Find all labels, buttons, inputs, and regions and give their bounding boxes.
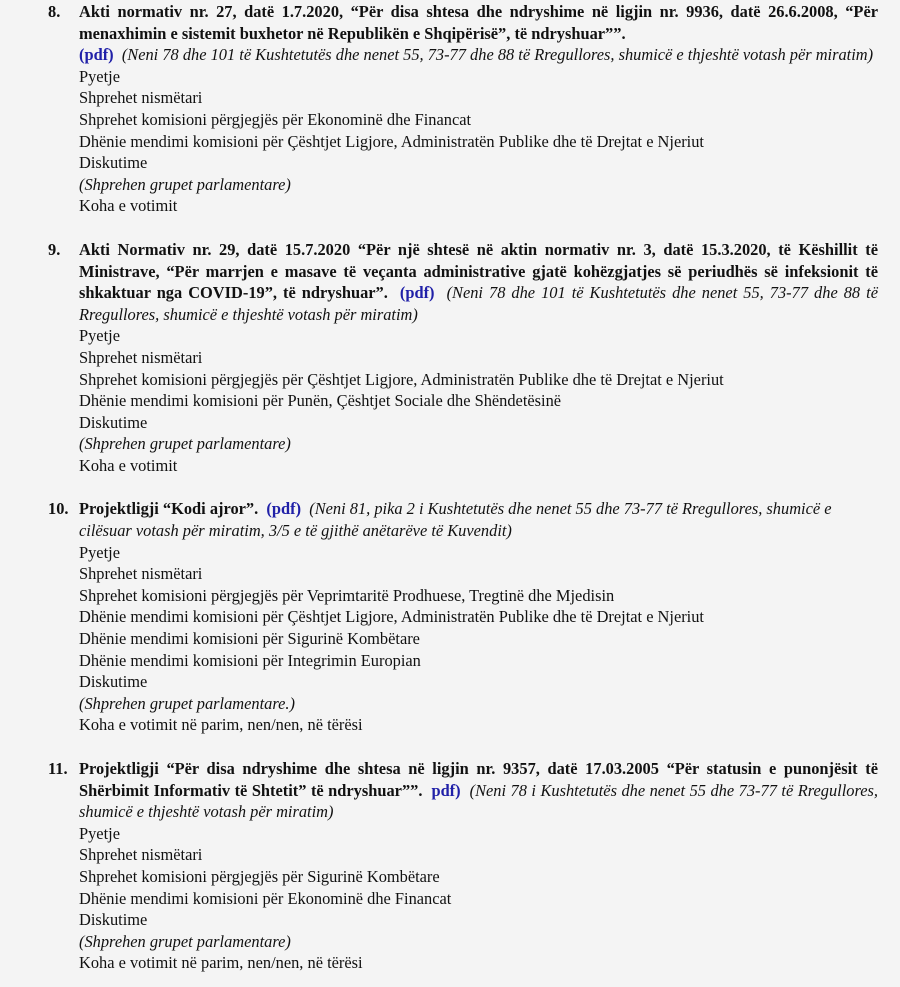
step-groups: (Shprehen grupet parlamentare) <box>79 434 291 454</box>
step-discussion: Diskutime <box>79 153 148 173</box>
item-heading <box>79 758 878 823</box>
step-questions: Pyetje <box>79 326 120 346</box>
agenda-item-8 <box>48 1 878 217</box>
item-note: (Neni 81, pika 2 i Kushtetutës dhe nenet 55 dhe 73-77 të Rregullores, shumicë e cilësuar votash për miratim, 3/5 e të gjithë anëtarëve të Kuvendit) <box>79 499 832 541</box>
item-number: 8. <box>48 2 61 21</box>
pdf-link[interactable]: (pdf) <box>79 45 114 65</box>
step-vote: Koha e votimit <box>79 196 178 216</box>
step-questions: Pyetje <box>79 823 120 843</box>
step-opinion-committee: Dhënie mendimi komisioni për Ekonominë dhe Financat <box>79 888 452 908</box>
step-vote: Koha e votimit <box>79 455 178 475</box>
item-title: Projektligji “Për disa ndryshime dhe shtesa në ligjin nr. 9357, datë 17.03.2005 “Për statusin e punonjësit të Shërbimit Informativ të Shtetit” të ndryshuar””. <box>79 759 878 800</box>
pdf-link[interactable]: (pdf) <box>399 283 435 303</box>
step-lead-committee: Shprehet komisioni përgjegjës për Sigurinë Kombëtare <box>79 866 440 886</box>
item-title: Projektligji “Kodi ajror”. <box>79 499 259 519</box>
item-note: (Neni 78 dhe 101 të Kushtetutës dhe nenet 55, 73-77 dhe 88 të Rregullores, shumicë e thjeshtë votash për miratim) <box>79 283 878 324</box>
item-title: Akti normativ nr. 27, datë 1.7.2020, “Për disa shtesa dhe ndryshime në ligjin nr. 9936, datë 26.6.2008, “Për menaxhimin e sistemit buxhetor në Republikën e Shqipërisë”, të ndryshuar””. <box>79 2 878 43</box>
step-lead-committee: Shprehet komisioni përgjegjës për Çështjet Ligjore, Administratën Publike dhe të Drejtat e Njeriut <box>79 369 724 389</box>
step-discussion: Diskutime <box>79 672 148 692</box>
item-heading <box>79 1 878 66</box>
step-discussion: Diskutime <box>79 412 148 432</box>
pdf-link[interactable]: pdf) <box>431 780 461 800</box>
step-opinion-committee: Dhënie mendimi komisioni për Punën, Çështjet Sociale dhe Shëndetësinë <box>79 391 562 411</box>
step-lead-committee: Shprehet komisioni përgjegjës për Veprimtaritë Prodhuese, Tregtinë dhe Mjedisin <box>79 585 615 605</box>
step-questions: Pyetje <box>79 66 120 86</box>
step-opinion-security: Dhënie mendimi komisioni për Sigurinë Kombëtare <box>79 629 420 649</box>
pdf-link[interactable]: (pdf) <box>266 499 302 519</box>
item-heading <box>79 239 878 325</box>
step-initiator: Shprehet nismëtari <box>79 845 203 865</box>
agenda-item-10 <box>48 498 878 736</box>
item-number: 10. <box>48 499 69 519</box>
step-groups: (Shprehen grupet parlamentare) <box>79 931 291 951</box>
item-heading <box>79 498 878 541</box>
step-groups: (Shprehen grupet parlamentare.) <box>79 693 295 713</box>
step-vote: Koha e votimit në parim, nen/nen, në tërësi <box>79 953 363 973</box>
item-number: 11. <box>48 759 68 778</box>
step-opinion-eu: Dhënie mendimi komisioni për Integrimin Europian <box>79 650 421 670</box>
step-initiator: Shprehet nismëtari <box>79 347 203 367</box>
agenda-item-11 <box>48 758 878 974</box>
step-initiator: Shprehet nismëtari <box>79 88 203 108</box>
step-groups: (Shprehen grupet parlamentare) <box>79 174 291 194</box>
step-lead-committee: Shprehet komisioni përgjegjës për Ekonominë dhe Financat <box>79 109 472 129</box>
step-discussion: Diskutime <box>79 910 148 930</box>
item-note: (Neni 78 dhe 101 të Kushtetutës dhe nenet 55, 73-77 dhe 88 të Rregullores, shumicë e thjeshtë votash për miratim) <box>121 45 874 65</box>
item-note: (Neni 78 i Kushtetutës dhe nenet 55 dhe 73-77 të Rregullores, shumicë e thjeshtë votash për miratim) <box>79 780 878 822</box>
step-initiator: Shprehet nismëtari <box>79 564 203 584</box>
step-questions: Pyetje <box>79 542 120 562</box>
item-number: 9. <box>48 239 61 259</box>
step-opinion-committee: Dhënie mendimi komisioni për Çështjet Ligjore, Administratën Publike dhe të Drejtat e Njeriut <box>79 131 704 151</box>
step-vote: Koha e votimit në parim, nen/nen, në tërësi <box>79 715 363 735</box>
item-title: Akti Normativ nr. 29, datë 15.7.2020 “Për një shtesë në aktin normativ nr. 3, datë 15.3.2020, të Këshillit të Ministrave, “Për marrjen e masave të veçanta administrative gjatë kohëzgjatjes së periudhës së infeksionit të shkaktuar nga COVID-19”, të ndryshuar”. <box>79 239 878 303</box>
step-opinion-legal: Dhënie mendimi komisioni për Çështjet Ligjore, Administratën Publike dhe të Drejtat e Njeriut <box>79 607 704 627</box>
agenda-item-9 <box>48 239 878 477</box>
